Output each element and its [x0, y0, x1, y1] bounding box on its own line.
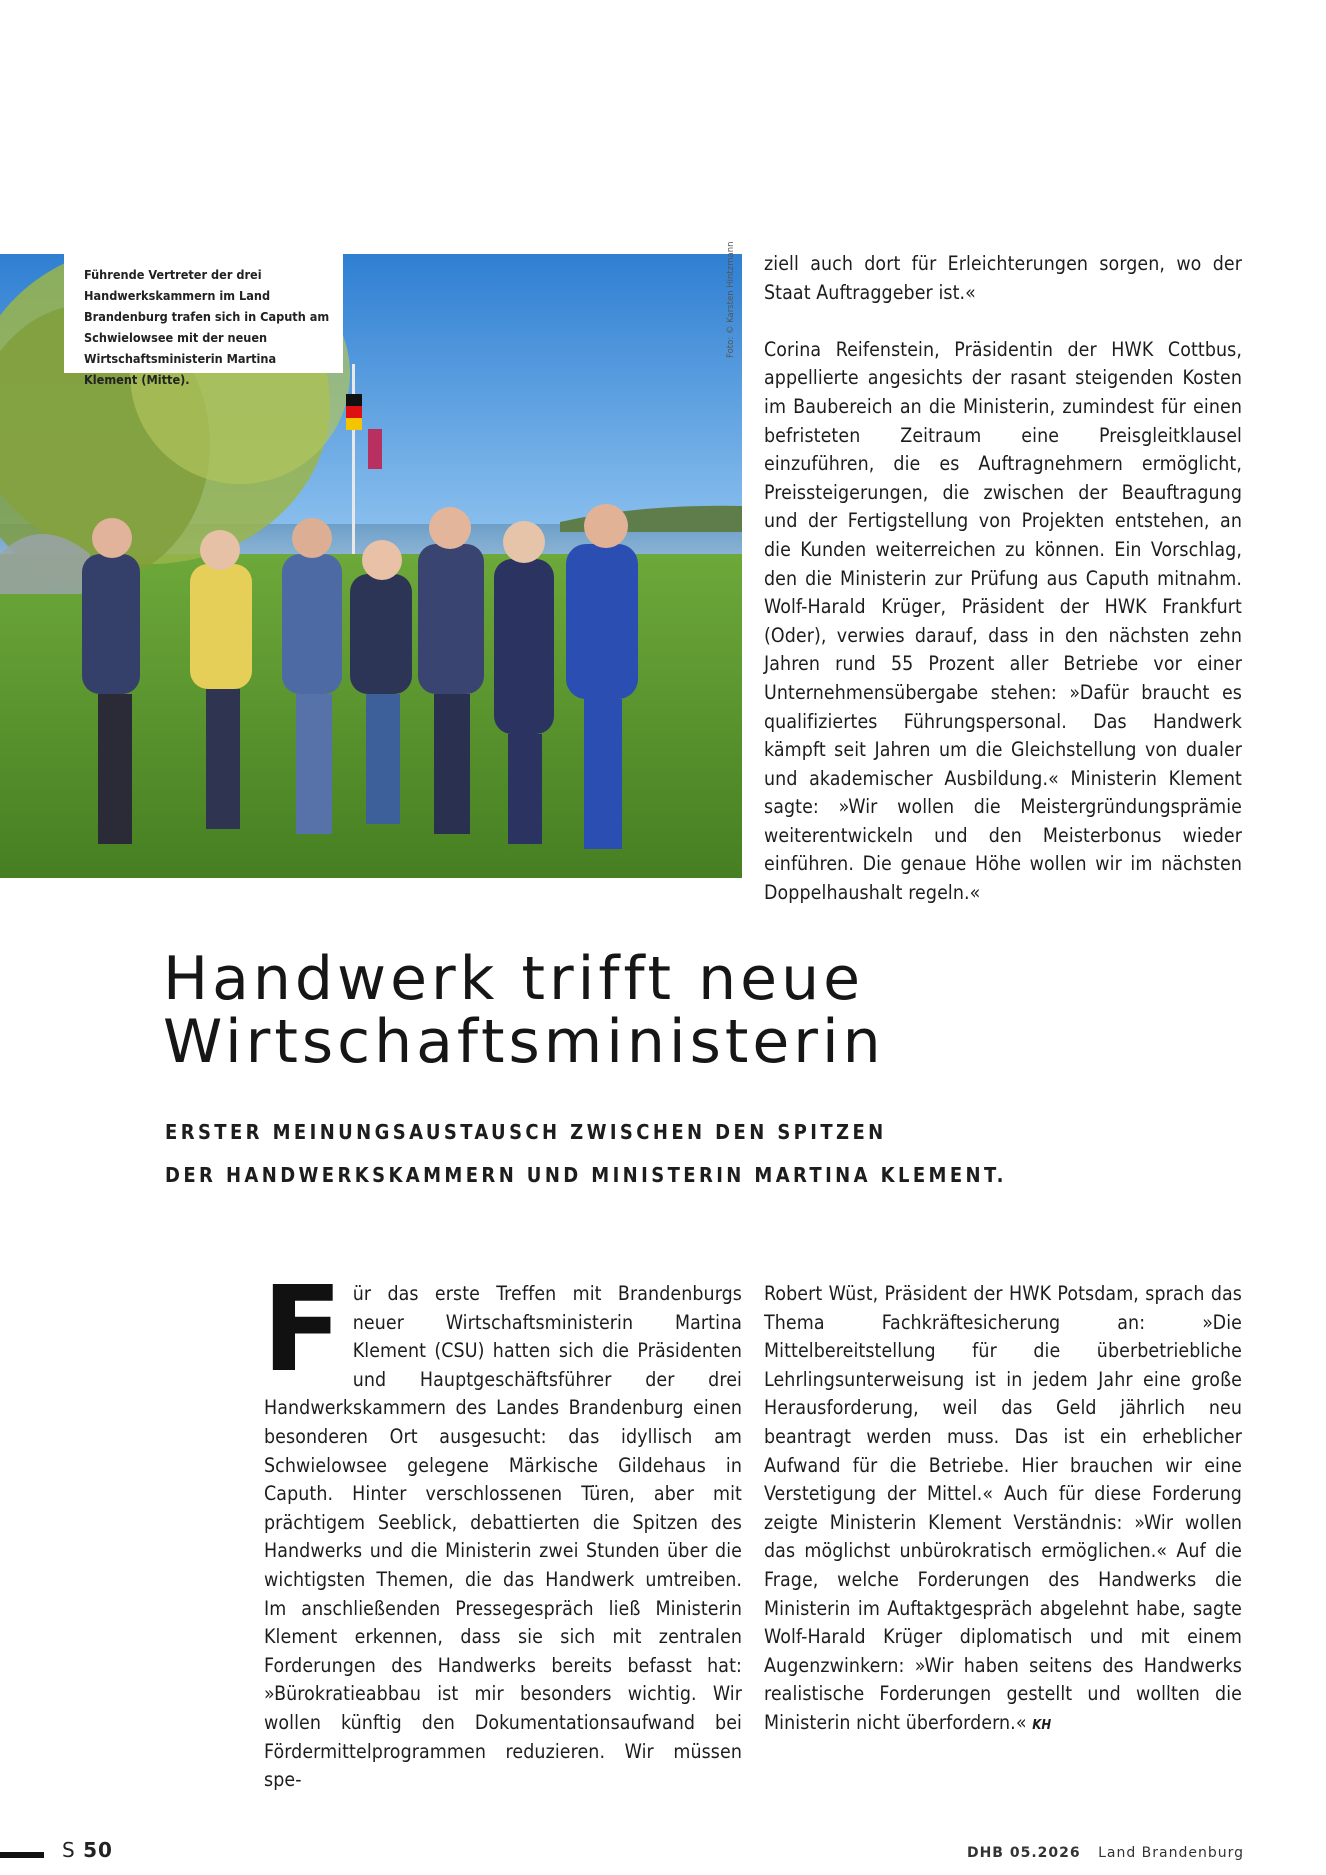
subheadline-line-2: DER HANDWERKSKAMMERN UND MINISTERIN MARTINA KLEMENT. [165, 1163, 1007, 1187]
issue-label: DHB 05.2026 [966, 1845, 1081, 1861]
article-column-bottom-right [764, 1280, 1242, 1741]
paragraph-text: ür das erste Treffen mit Brandenburgs neuer Wirtschaftsministerin Martina Klement (CSU) hatten sich die Präsidenten und Hauptgeschäftsführer der drei Handwerkskammern des Landes Brandenburg einen besonderen Ort ausgesucht: das idyllisch am Schwielowsee gelegene Märkische Gildehaus in Caputh. Hinter verschlossenen Türen, aber mit prächtigem Seeblick, debattierten die Spitzen des Handwerks und die Ministerin zwei Stunden über die wichtigsten Themen, die das Handwerk umtreiben. Im anschließenden Pressegespräch ließ Ministerin Klement erkennen, dass sie sich mit zentralen Forderungen des Handwerks bereits befasst hat: »Bürokratieabbau ist mir besonders wichtig. Wir wollen künftig den Dokumentationsaufwand bei Fördermittelprogrammen reduzieren. Wir müssen spe- [264, 1282, 742, 1792]
subheadline-line-1: ERSTER MEINUNGSAUSTAUSCH ZWISCHEN DEN SPITZEN [165, 1120, 887, 1144]
page-number-value: 50 [83, 1838, 113, 1862]
paragraph [764, 1280, 1242, 1741]
section-letter: S [62, 1838, 76, 1862]
article-column-bottom-left [262, 1260, 742, 1795]
photo-caption-text: Führende Vertreter der drei Handwerkskammern im Land Brandenburg trafen sich in Caputh am Schwielowsee mit der neuen Wirtschaftsministerin Martina Klement (Mitte). [84, 267, 330, 387]
paragraph-text: Robert Wüst, Präsident der HWK Potsdam, sprach das Thema Fachkräftesicherung an: »Die Mittelbereitstellung für die überbetriebliche Lehrlingsunterweisung ist in jedem Jahr eine große Herausforderung, weil das Geld jährlich neu beantragt werden muss. Das ist ein erheblicher Aufwand für die Betriebe. Hier brauchen wir eine Verstetigung der Mittel.« Auch für diese Forderung zeigte Ministerin Klement Verständnis: »Wir wollen das möglichst unbürokratisch ermöglichen.« Auf die Frage, welche Forderungen des Handwerks die Ministerin im Auftaktgespräch abgelehnt habe, sagte Wolf-Harald Krüger diplomatisch und mit einem Augenzwinkern: »Wir haben seitens des Handwerks realistische Forderungen gestellt und wollten die Ministerin nicht überfordern.« [764, 1282, 1242, 1734]
page-number [62, 1838, 113, 1862]
headline-line-2: Wirtschaftsministerin [163, 1007, 885, 1077]
paragraph: Corina Reifenstein, Präsidentin der HWK Cottbus, appellierte angesichts der rasant steigenden Kosten im Baubereich an die Ministerin, zumindest für einen befristeten Zeitraum eine Preisgleitklausel einzuführen, die es Auftragnehmern ermöglicht, Preissteigerungen, die zwischen der Beauftragung und der Fertigstellung von Projekten entstehen, an die Kunden weiterreichen zu können. Ein Vorschlag, den die Ministerin zur Prüfung aus Caputh mitnahm. Wolf-Harald Krüger, Präsident der HWK Frankfurt (Oder), verwies darauf, dass in den nächsten zehn Jahren rund 55 Prozent aller Betriebe vor einer Unternehmensübergabe stehen: »Dafür braucht es qualifiziertes Führungspersonal. Das Handwerk kämpft seit Jahren um die Gleichstellung von dualer und akademischer Ausbildung.« Ministerin Klement sagte: »Wir wollen die Meistergründungsprämie weiterentwickeln und den Meisterbonus wieder einführen. Die genaue Höhe wollen wir im nächsten Doppelhaushalt regeln.« [764, 337, 1242, 905]
paragraph: ziell auch dort für Erleichterungen sorgen, wo der Staat Auftraggeber ist.« [764, 252, 1242, 304]
subheadline [165, 1111, 1165, 1197]
article-column-top-right [764, 250, 1242, 908]
photo-credit [724, 241, 738, 362]
headline-line-1: Handwerk trifft neue [163, 944, 865, 1014]
author-signature: KH [1032, 1717, 1052, 1733]
page-title [163, 944, 1213, 1077]
drop-cap: F [262, 1260, 343, 1398]
photo-credit-text: Foto: © Karsten Hintzmann [726, 241, 736, 358]
footer-rule [0, 1852, 44, 1858]
photo-caption [64, 254, 343, 387]
region-label: Land Brandenburg [1098, 1845, 1244, 1861]
footer-issue [967, 1845, 1244, 1861]
